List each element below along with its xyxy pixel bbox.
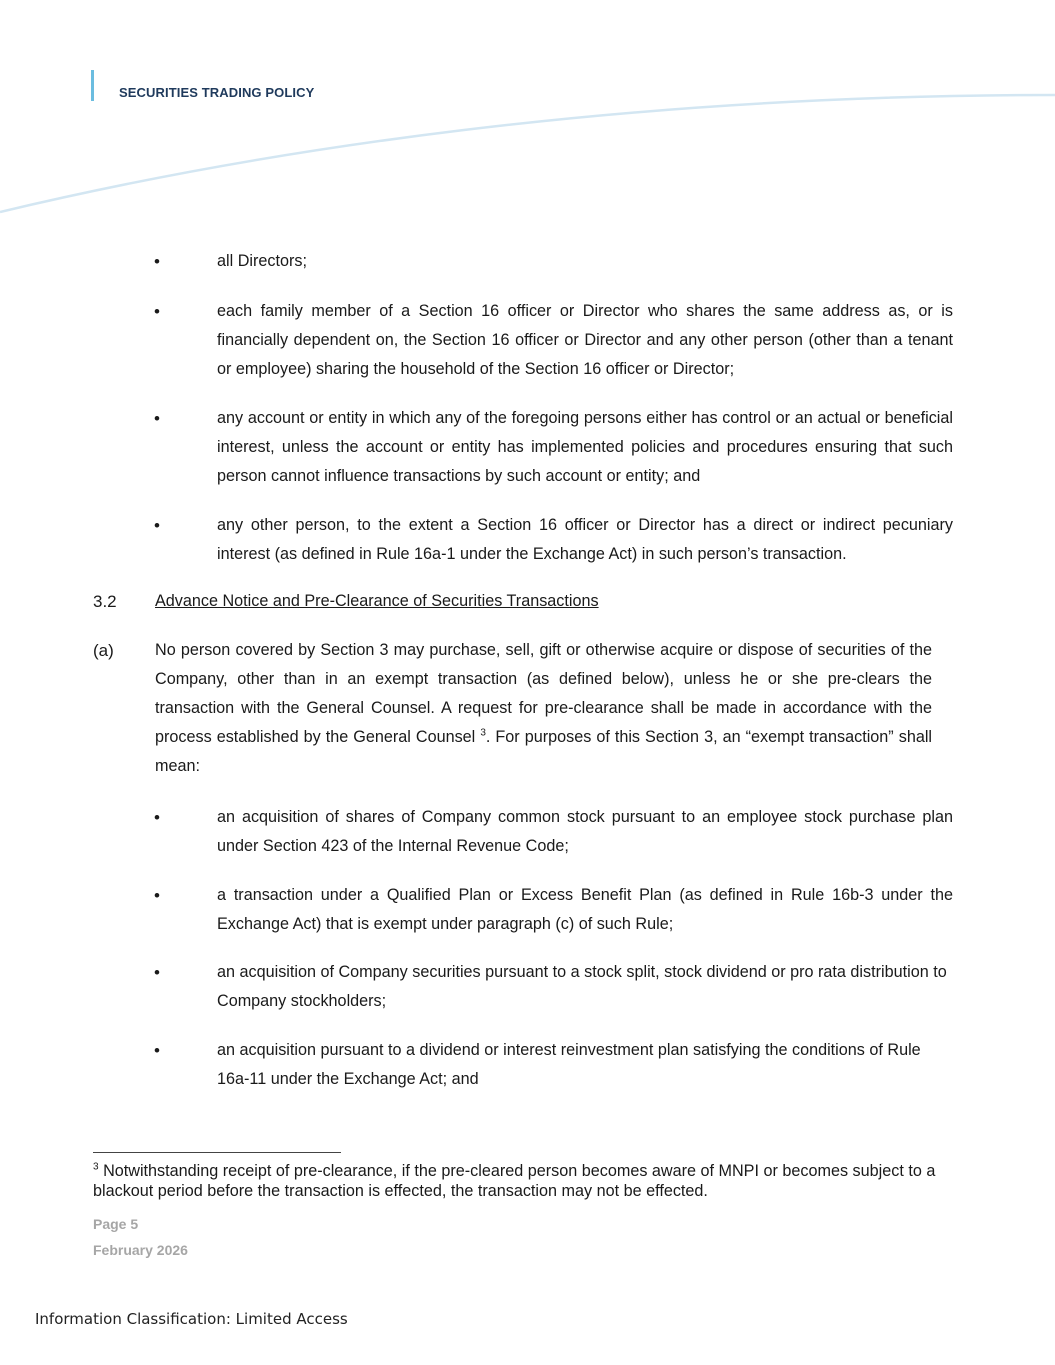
paragraph-a [155,636,932,781]
bullet-marker: • [154,1041,160,1060]
list-item: any other person, to the extent a Section 16 officer or Director has a direct or indirect pecuniary interest (as defined in Rule 16a-1 under the Exchange Act) in such person’s transaction. [217,516,953,563]
footnote-divider [93,1152,341,1153]
section-title: Advance Notice and Pre-Clearance of Securities Transactions [155,592,599,610]
list-item: all Directors; [217,252,307,270]
list-item: an acquisition pursuant to a dividend or interest reinvestment plan satisfying the conditions of Rule 16a-11 under the Exchange Act; and [217,1041,921,1088]
paragraph-label: (a) [93,641,114,660]
document-header-title: SECURITIES TRADING POLICY [119,85,315,100]
section-number: 3.2 [93,592,117,611]
paragraph-a-text-continued: . For purposes of this Section 3, an “exempt transaction” shall mean: [155,728,933,775]
paragraph-a-text: No person covered by Section 3 may purchase, sell, gift or otherwise acquire or dispose of securities of the Company, other than in an exempt transaction (as defined below), unless he or she pre-clears the transaction with the General Counsel. A request for pre-clearance shall be made in accordance with the process established by the General Counsel [155,641,932,746]
document-date: February 2026 [93,1242,188,1258]
footnote-text: Notwithstanding receipt of pre-clearance, if the pre-cleared person becomes aware of MNPI or becomes subject to a blackout period before the transaction is effected, the transaction may not be effected. [93,1162,936,1200]
footnote [93,1161,955,1201]
list-item: any account or entity in which any of the foregoing persons either has control or an actual or beneficial interest, unless the account or entity has implemented policies and procedures ensuring that such person cannot influence transactions by such account or entity; and [217,409,953,485]
page-number: Page 5 [93,1216,139,1232]
bullet-marker: • [154,409,160,428]
bullet-marker: • [154,516,160,535]
header-swoosh [0,0,1055,230]
list-item: a transaction under a Qualified Plan or Excess Benefit Plan (as defined in Rule 16b-3 under the Exchange Act) that is exempt under paragraph (c) of such Rule; [217,886,953,933]
footnote-number: 3 [93,1161,99,1173]
bullet-marker: • [154,252,160,271]
list-item: an acquisition of shares of Company common stock pursuant to an employee stock purchase plan under Section 423 of the Internal Revenue Code; [217,808,953,855]
classification-label: Information Classification: Limited Access [35,1310,348,1328]
header-accent-bar [91,70,94,101]
bullet-marker: • [154,808,160,827]
bullet-marker: • [154,302,160,321]
list-item: an acquisition of Company securities pursuant to a stock split, stock dividend or pro rata distribution to Company stockholders; [217,963,947,1010]
bullet-marker: • [154,886,160,905]
list-item: each family member of a Section 16 officer or Director who shares the same address as, or is financially dependent on, the Section 16 officer or Director and any other person (other than a tenant or employee) sharing the household of the Section 16 officer or Director; [217,302,953,378]
bullet-marker: • [154,963,160,982]
footnote-reference[interactable]: 3 [480,727,486,739]
